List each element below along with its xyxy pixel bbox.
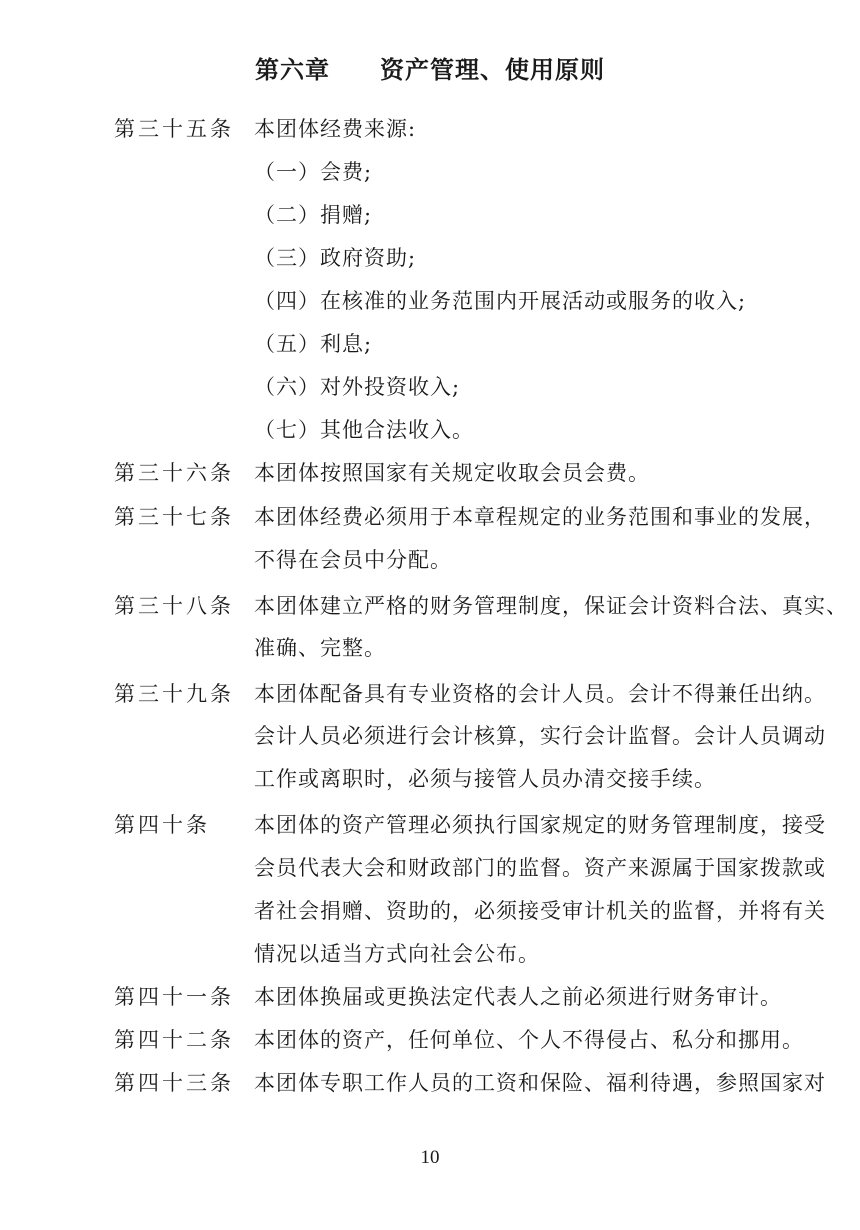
article-text: 本团体经费必须用于本章程规定的业务范围和事业的发展，: [254, 505, 826, 529]
article-label: 第四十三条: [114, 1071, 234, 1095]
chapter-number: 第六章: [255, 56, 330, 84]
article-39: [0, 676, 860, 712]
article-text: 本团体专职工作人员的工资和保险、福利待遇，参照国家对: [254, 1071, 826, 1095]
page-number: 10: [420, 1147, 440, 1168]
list-item: [0, 240, 860, 276]
article-text: 本团体的资产，任何单位、个人不得侵占、私分和挪用。: [254, 1028, 804, 1052]
article-40-cont: [0, 850, 860, 886]
article-37-cont: [0, 542, 860, 578]
article-text: 本团体配备具有专业资格的会计人员。会计不得兼任出纳。: [254, 682, 826, 706]
list-item: [0, 283, 860, 319]
article-40-cont: [0, 936, 860, 972]
article-39-cont: [0, 761, 860, 797]
article-text: 会员代表大会和财政部门的监督。资产来源属于国家拨款或: [254, 856, 826, 880]
article-41: [0, 979, 860, 1015]
list-item: [0, 369, 860, 405]
article-label: 第三十八条: [114, 594, 234, 618]
chapter-title: [0, 52, 860, 88]
article-43: [0, 1065, 860, 1101]
list-item: [0, 412, 860, 448]
article-text: 不得在会员中分配。: [254, 548, 452, 572]
article-text: 本团体换届或更换法定代表人之前必须进行财务审计。: [254, 985, 782, 1009]
article-38-cont: [0, 630, 860, 666]
list-item: [0, 326, 860, 362]
article-text: 者社会捐赠、资助的，必须接受审计机关的监督，并将有关: [254, 899, 826, 923]
article-42: [0, 1022, 860, 1058]
list-item-text: （五）利息;: [254, 332, 373, 356]
article-text: 情况以适当方式向社会公布。: [254, 942, 540, 966]
list-item: [0, 197, 860, 233]
article-35: [0, 111, 860, 147]
article-text: 本团体的资产管理必须执行国家规定的财务管理制度，接受: [254, 813, 826, 837]
article-label: 第四十条: [114, 813, 210, 837]
article-label: 第四十一条: [114, 985, 234, 1009]
list-item-text: （六）对外投资收入;: [254, 375, 461, 399]
list-item: [0, 154, 860, 190]
article-text: 本团体按照国家有关规定收取会员会费。: [254, 461, 650, 485]
list-item-text: （四）在核准的业务范围内开展活动或服务的收入;: [254, 289, 747, 313]
article-37: [0, 499, 860, 535]
article-40: [0, 807, 860, 843]
article-39-cont: [0, 718, 860, 754]
article-label: 第四十二条: [114, 1028, 234, 1052]
list-item-text: （一）会费;: [254, 160, 373, 184]
article-text: 准确、完整。: [254, 636, 386, 660]
article-label: 第三十五条: [114, 117, 234, 141]
article-36: [0, 455, 860, 491]
article-text: 本团体建立严格的财务管理制度，保证会计资料合法、真实、: [254, 594, 848, 618]
article-text: 本团体经费来源:: [254, 117, 417, 141]
article-label: 第三十九条: [114, 682, 234, 706]
article-label: 第三十六条: [114, 461, 234, 485]
article-label: 第三十七条: [114, 505, 234, 529]
list-item-text: （七）其他合法收入。: [254, 418, 474, 442]
article-40-cont: [0, 893, 860, 929]
list-item-text: （三）政府资助;: [254, 246, 417, 270]
article-38: [0, 588, 860, 624]
article-text: 工作或离职时，必须与接管人员办清交接手续。: [254, 767, 716, 791]
chapter-name: 资产管理、使用原则: [380, 56, 605, 84]
list-item-text: （二）捐赠;: [254, 203, 373, 227]
article-text: 会计人员必须进行会计核算，实行会计监督。会计人员调动: [254, 724, 826, 748]
